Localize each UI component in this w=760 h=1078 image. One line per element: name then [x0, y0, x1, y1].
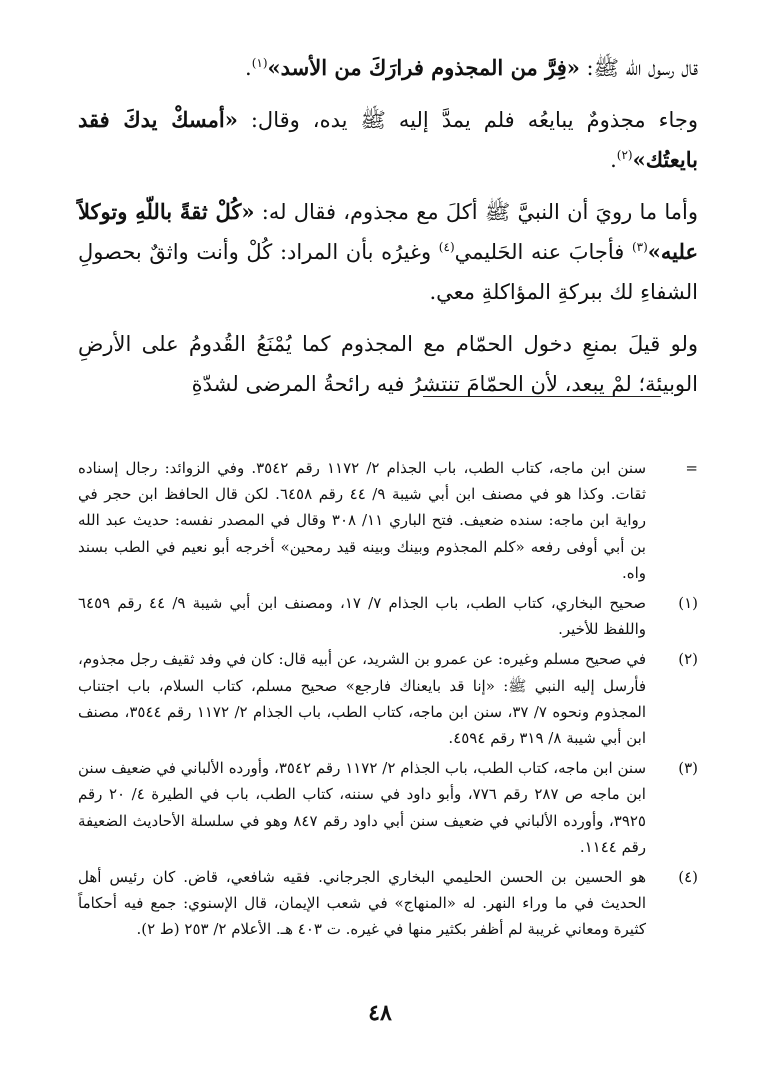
- footnotes: [78, 455, 698, 947]
- footnote-marker: =: [685, 459, 698, 477]
- footnote-separator: [423, 396, 661, 397]
- paragraph-2-text: وجاء مجذومٌ يبايعُه فلم يمدَّ إليه ﷺ يده، وقال:: [237, 108, 698, 132]
- paragraph-4-text: ولو قيلَ بمنعِ دخول الحمّام مع المجذوم كما يُمْنَعُ القُدومُ على الأرضِ الوبيئة؛ لمْ يبعد، لأن الحمّامَ تنتشرُ فيه رائحةُ المرضى لشدّةِ: [78, 332, 698, 396]
- paragraph-1-end: .: [245, 56, 252, 80]
- page-number: ٤٨: [368, 1000, 392, 1026]
- footnote-marker: (١): [678, 594, 698, 613]
- footnote-2: [78, 646, 698, 751]
- footnote-ref-1[interactable]: (١): [251, 56, 268, 70]
- footnote-text: هو الحسين بن الحسن الحليمي البخاري الجرجاني. فقيه شافعي، قاض. كان رئيس أهل الحديث في ما وراء النهر. له «المنهاج» في شعب الإيمان، قال الإسنوي: جمع فيه أحكاماً كثيرة ومعاني غريبة لم أظفر بكثير منها في غيره. ت ٤٠٣ هـ. الأعلام ٢/ ٢٥٣ (ط ٢).: [78, 868, 646, 939]
- paragraph-4: [78, 324, 698, 404]
- footnote-text: سنن ابن ماجه، كتاب الطب، باب الجذام ٢/ ١١٧٢ رقم ٣٥٤٢، وأورده الألباني في ضعيف سنن ابن ماجه ص ٢٨٧ رقم ٧٧٦، وأبو داود في سننه، كتاب الطب، باب في الطيرة ٤/ ٢٠ رقم ٣٩٢٥، وأورده الألباني في ضعيف سنن أبي داود رقم ٨٤٧ وهو في سلسلة الأحاديث الضعيفة رقم ١١٤٤.: [78, 759, 647, 856]
- paragraph-3-mid: فأجابَ عنه الحَليمي: [454, 240, 632, 264]
- footnote-ref-2[interactable]: (٢): [616, 148, 633, 162]
- footnote-marker: (٤): [678, 868, 698, 887]
- paragraph-3-text: وأما ما رويَ أن النبيَّ ﷺ أكلَ مع مجذوم، فقال له:: [254, 200, 698, 224]
- paragraph-1: [78, 48, 698, 88]
- footnote-text: صحيح البخاري، كتاب الطب، باب الجذام ٧/ ١٧، ومصنف ابن أبي شيبة ٩/ ٤٤ رقم ٦٤٥٩ واللفظ للأخير.: [78, 594, 646, 639]
- hadith-quote-3: «كُلْ ثقةً باللّهِ وتوكلاً عليه»: [78, 199, 698, 264]
- footnote-text: سنن ابن ماجه، كتاب الطب، باب الجذام ٢/ ١١٧٢ رقم ٣٥٤٢. وفي الزوائد: رجال إسناده ثقات. وكذا هو في مصنف ابن أبي شيبة ٩/ ٤٤ رقم ٦٤٥٨. لكن قال الحافظ ابن حجر في رواية ابن ماجه: سنده ضعيف. فتح الباري ١١/ ٣٠٨ وقال في المصدر نفسه: حديث عبد الله بن أبي أوفى رفعه «كلم المجذوم وبينك وبينه قيد رمحين» أخرجه أبو نعيم في الطب بسند واه.: [78, 459, 647, 582]
- footnote-continued: [78, 455, 698, 586]
- paragraph-3-end: وغيرُه بأن المراد: كُلْ وأنت واثقٌ بحصولِ الشفاءِ لك ببركةِ المؤاكلةِ معي.: [78, 240, 698, 304]
- paragraph-3: [78, 192, 698, 312]
- hadith-quote-1: «فِرَّ من المجذوم فرارَكَ من الأسد»: [267, 55, 580, 80]
- footnote-1: [78, 590, 698, 642]
- main-text: [78, 48, 698, 416]
- paragraph-2: [78, 100, 698, 180]
- footnote-marker: (٣): [678, 759, 698, 778]
- footnote-ref-3[interactable]: (٣): [631, 240, 648, 254]
- footnote-marker: (٢): [678, 650, 698, 669]
- footnote-text: في صحيح مسلم وغيره: عن عمرو بن الشريد، عن أبيه قال: كان في وفد ثقيف رجل مجذوم، فأرسل إليه النبي ﷺ: «إنا قد بايعناك فارجع» صحيح مسلم، كتاب السلام، باب اجتناب المجذوم ونحوه ٧/ ٣٧، سنن ابن ماجه، كتاب الطب، باب الجذام ٢/ ١١٧٢ رقم ٣٥٤٤، مصنف ابن أبي شيبة ٨/ ٣١٩ رقم ٤٥٩٤.: [78, 650, 646, 748]
- footnote-ref-4[interactable]: (٤): [438, 240, 455, 254]
- paragraph-2-end: .: [610, 148, 617, 172]
- paragraph-1-text: قال رسول الله ﷺ:: [579, 56, 698, 80]
- footnote-4: [78, 864, 698, 943]
- hadith-quote-2: «أمسكْ يدكَ فقد بايعتُك»: [78, 107, 698, 172]
- footnote-3: [78, 755, 698, 860]
